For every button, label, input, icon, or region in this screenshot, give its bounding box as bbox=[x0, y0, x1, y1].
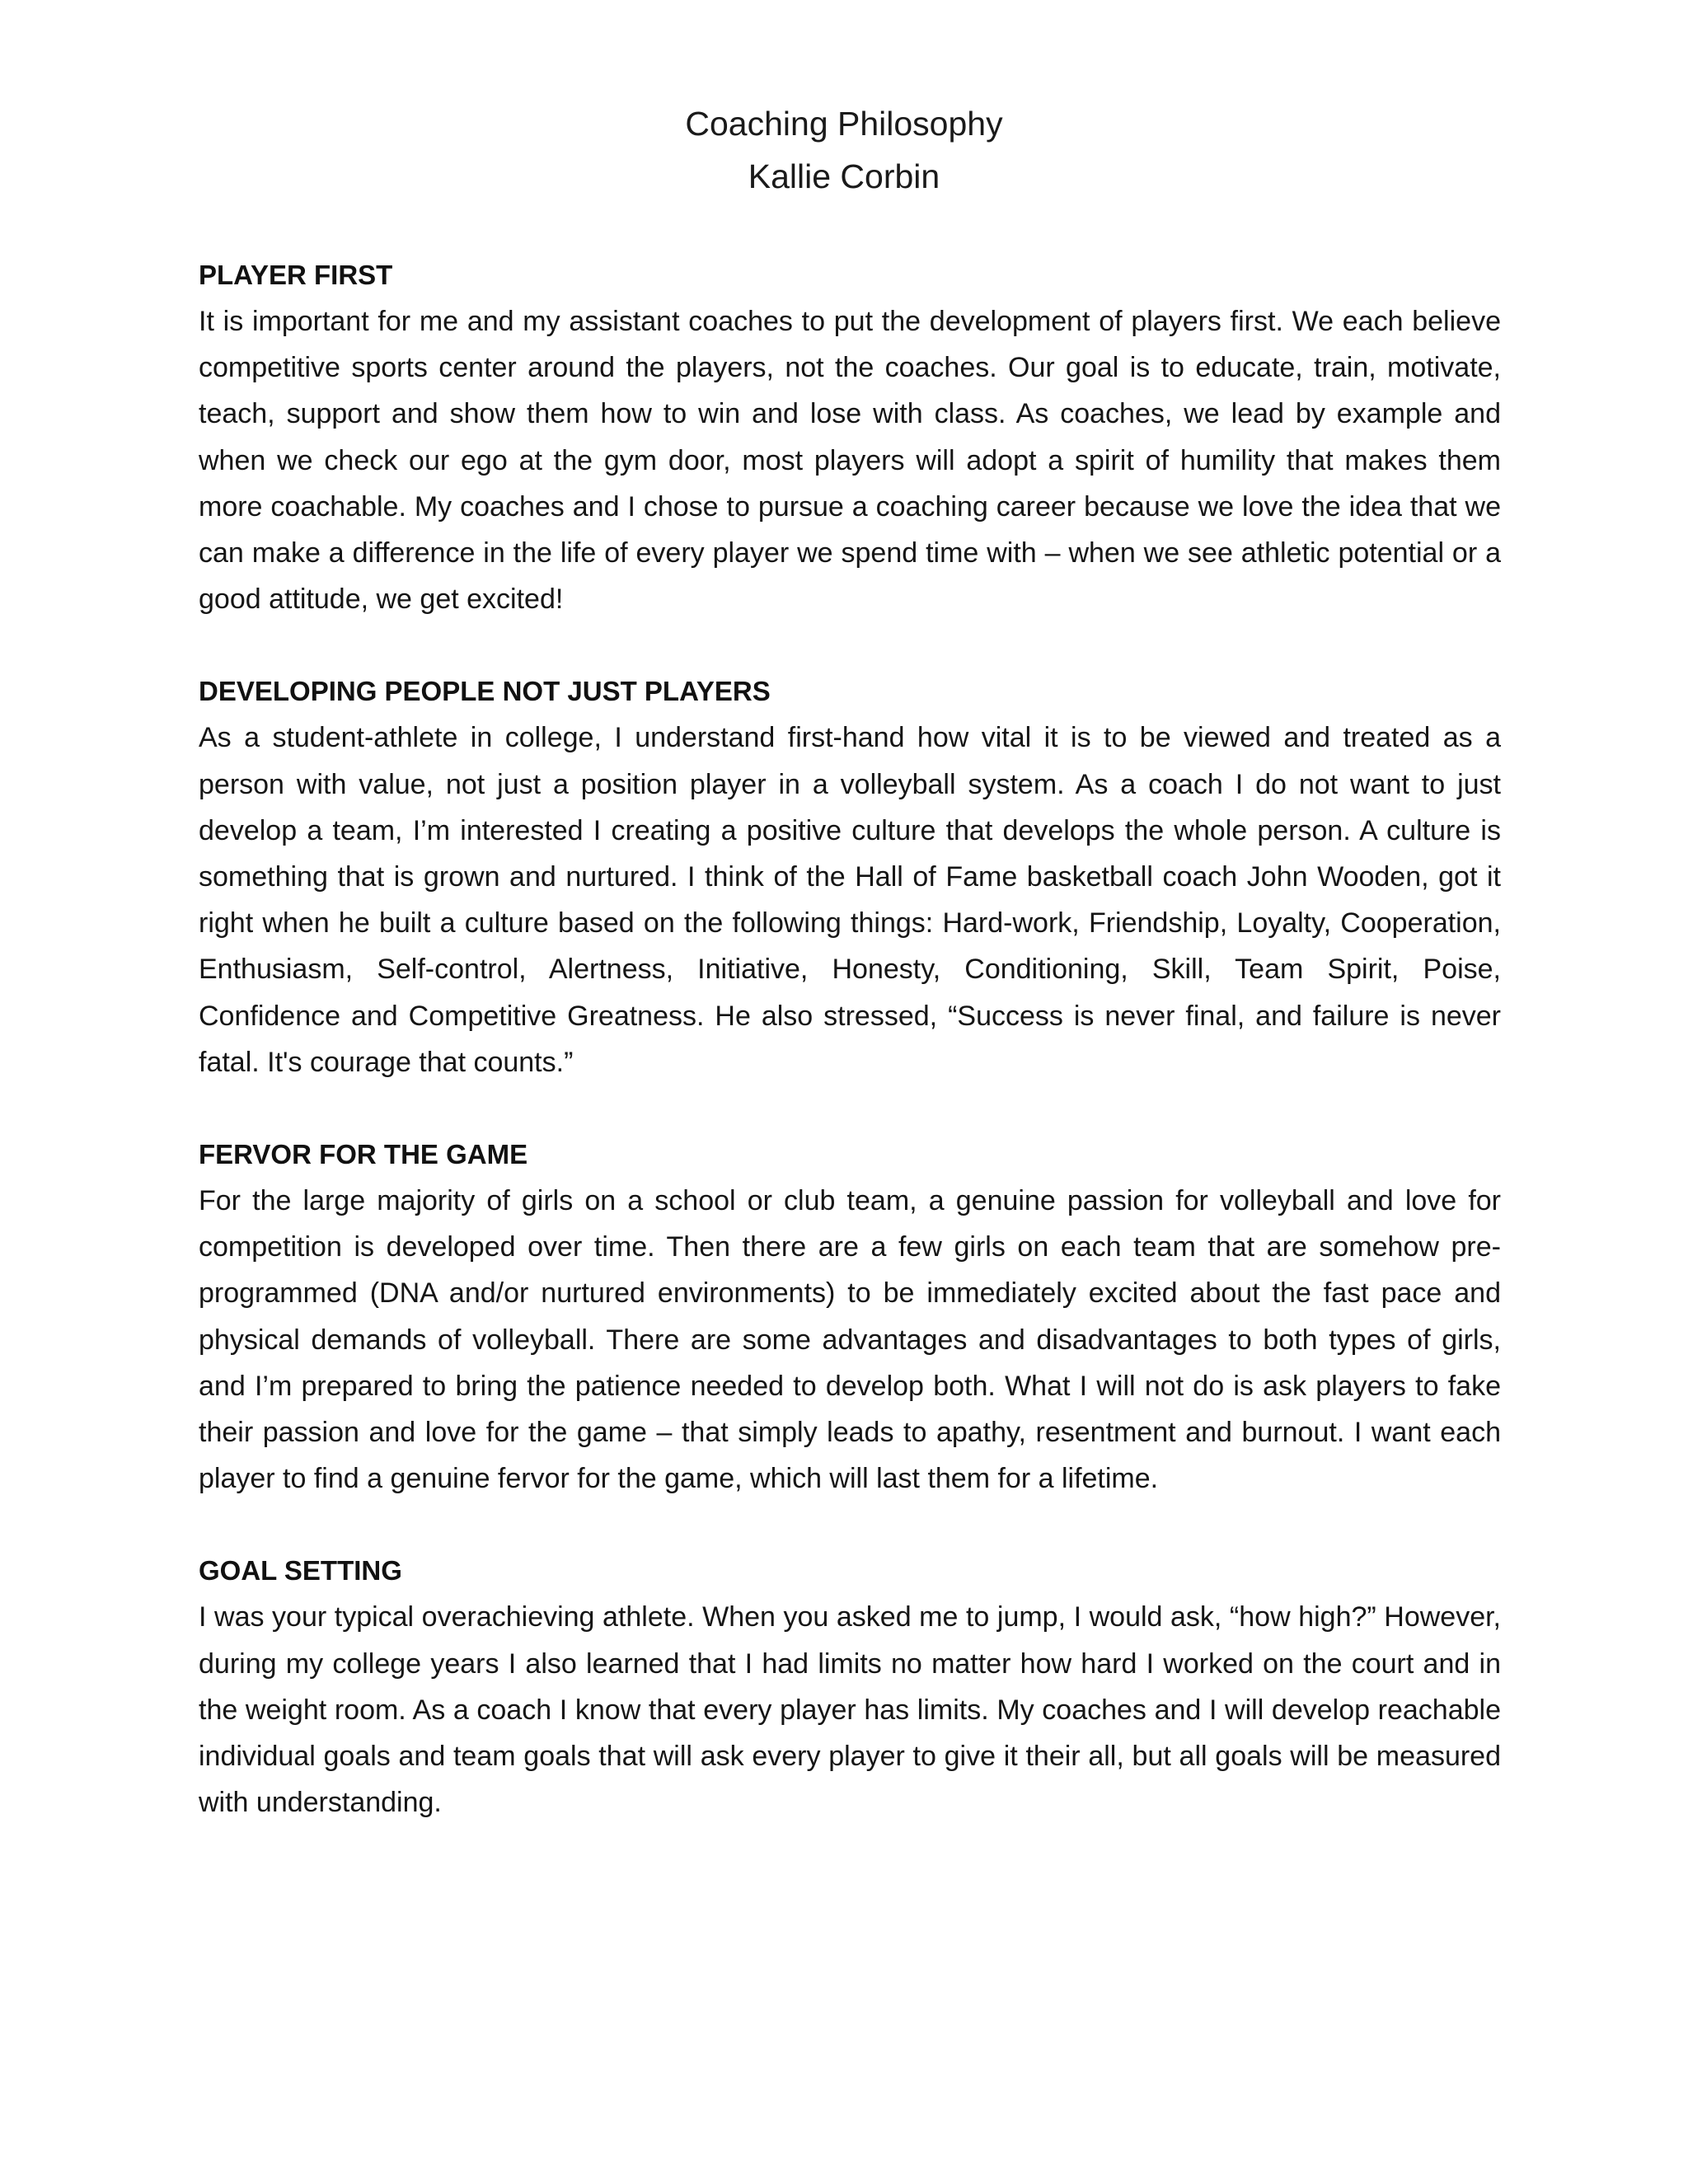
section-heading: FERVOR FOR THE GAME bbox=[199, 1139, 528, 1170]
section-goal-setting bbox=[199, 1548, 1501, 1825]
section-paragraph: As a student-athlete in college, I understand first-hand how vital it is to be viewed and treated as a person with value, not just a position player in a volleyball system. As a coach I do not want to just develop a team, I’m interested I creating a positive culture that develops the whole person. A culture is something that is grown and nurtured. I think of the Hall of Fame basketball coach John Wooden, got it right when he built a culture based on the following things: Hard-work, Friendship, Loyalty, Cooperation, Enthusiasm, Self-control, Alertness, Initiative, Honesty, Conditioning, Skill, Team Spirit, Poise, Confidence and Competitive Greatness. He also stressed, “Success is never final, and failure is never fatal. It's courage that counts.” bbox=[199, 722, 1501, 1078]
section-paragraph: I was your typical overachieving athlete. When you asked me to jump, I would ask, “how high?” However, during my college years I also learned that I had limits no matter how hard I worked on the court and in the weight room. As a coach I know that every player has limits. My coaches and I will develop reachable individual goals and team goals that will ask every player to give it their all, but all goals will be measured with understanding. bbox=[199, 1601, 1501, 1819]
document-author: Kallie Corbin bbox=[748, 157, 940, 195]
section-paragraph: It is important for me and my assistant coaches to put the development of players first. We each believe competitive sports center around the players, not the coaches. Our goal is to educate, train, motivate, teach, support and show them how to win and lose with class. As coaches, we lead by example and when we check our ego at the gym door, most players will adopt a spirit of humility that makes them more coachable. My coaches and I chose to pursue a coaching career because we love the idea that we can make a difference in the life of every player we spend time with – when we see athletic potential or a good attitude, we get excited! bbox=[199, 306, 1501, 616]
section-paragraph: For the large majority of girls on a school or club team, a genuine passion for volleyball and love for competition is developed over time. Then there are a few girls on each team that are somehow pre-programmed (DNA and/or nurtured environments) to be immediately excited about the fast pace and physical demands of volleyball. There are some advantages and disadvantages to both types of girls, and I’m prepared to bring the patience needed to develop both. What I will not do is ask players to fake their passion and love for the game – that simply leads to apathy, resentment and burnout. I want each player to find a genuine fervor for the game, which will last them for a lifetime. bbox=[199, 1185, 1501, 1495]
section-player-first bbox=[199, 252, 1501, 622]
section-heading: GOAL SETTING bbox=[199, 1555, 402, 1586]
section-fervor-for-the-game bbox=[199, 1132, 1501, 1502]
section-heading: DEVELOPING PEOPLE NOT JUST PLAYERS bbox=[199, 676, 771, 707]
section-heading: PLAYER FIRST bbox=[199, 260, 393, 290]
document-body bbox=[199, 252, 1501, 1872]
document-header bbox=[0, 97, 1688, 203]
section-developing-people bbox=[199, 668, 1501, 1085]
document-title: Coaching Philosophy bbox=[685, 105, 1003, 143]
